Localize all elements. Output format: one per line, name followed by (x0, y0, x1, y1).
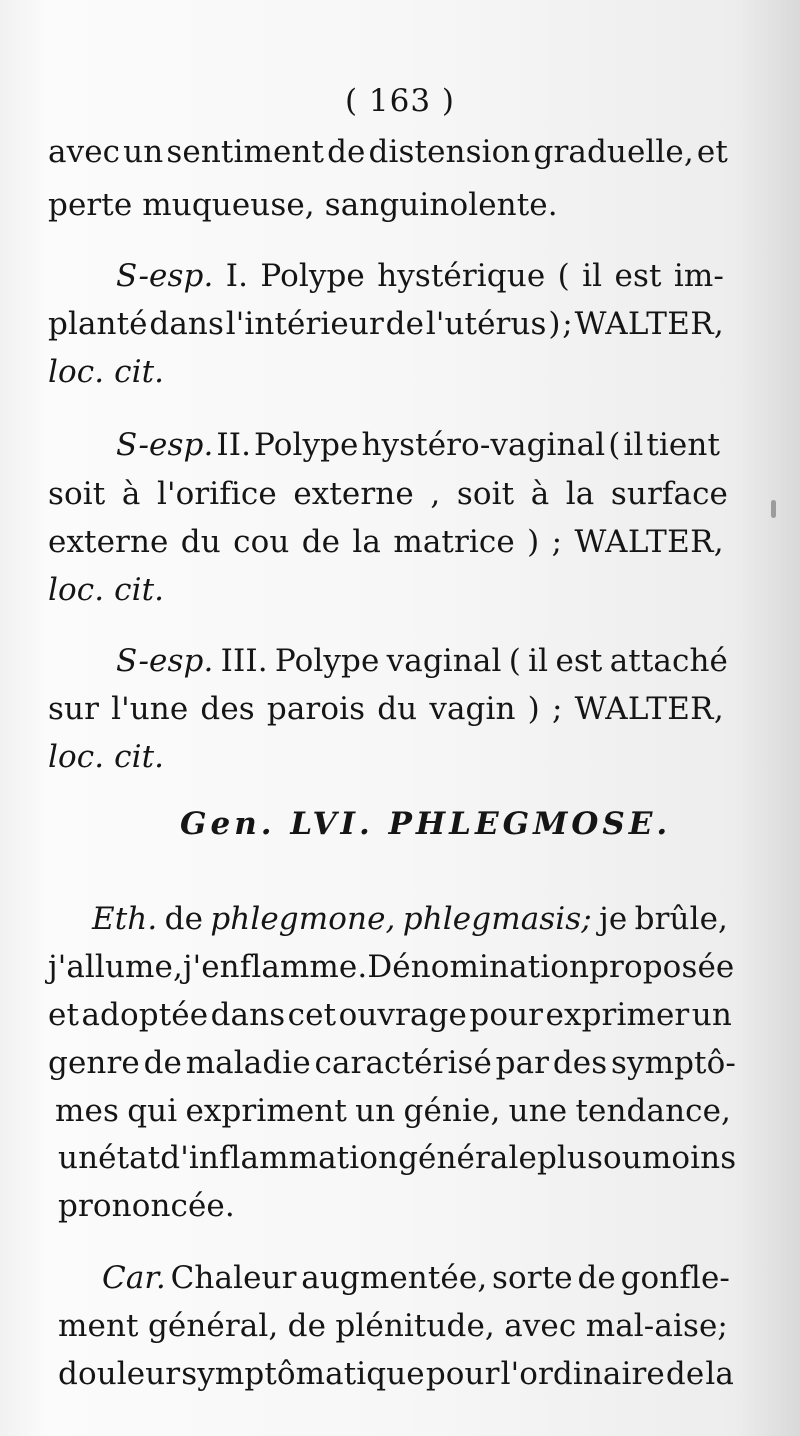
text-line-12: loc. cit. (48, 739, 165, 775)
text-line-18: mes qui expriment un génie, une tendance, (55, 1093, 731, 1129)
text-line-2: perte muqueuse, sanguinolente. (48, 187, 558, 223)
text-line-19: un état d'inflammation générale plus ou moins (58, 1140, 737, 1176)
text-line-16: et adoptée dans cet ouvrage pour exprimer un (48, 997, 732, 1033)
text-line-21: Car. Chaleur augmentée, sorte de gonfle- (102, 1260, 730, 1296)
text-line-5: loc. cit. (48, 354, 165, 390)
text-line-8: externe du cou de la matrice ) ; WALTER, (48, 524, 724, 560)
text-line-22: ment général, de plénitude, avec mal-aise; (58, 1308, 728, 1344)
text-line-10: S-esp. III. Polype vaginal ( il est attaché (116, 643, 728, 679)
text-line-17: genre de maladie caractérisé par des symptô- (48, 1045, 736, 1081)
text-line-7: soit à l'orifice externe , soit à la surface (48, 476, 728, 512)
text-line-14: Eth. de phlegmone, phlegmasis; je brûle, (92, 901, 728, 937)
text-line-6: S-esp. II. Polype hystéro-vaginal ( il tient (116, 427, 720, 463)
page-number: ( 163 ) (344, 83, 456, 119)
text-line-9: loc. cit. (48, 572, 165, 608)
text-line-11: sur l'une des parois du vagin ) ; WALTER, (48, 691, 724, 727)
page-mark (771, 500, 776, 518)
text-line-20: prononcée. (58, 1188, 235, 1224)
text-line-1: avec un sentiment de distension graduelle, et (48, 134, 728, 170)
genus-heading: Gen. LVI. PHLEGMOSE. (180, 806, 672, 842)
text-line-3: S-esp. I. Polype hystérique ( il est im- (116, 258, 724, 294)
text-line-4: planté dans l'intérieur de l'utérus ) ; WALTER, (48, 306, 724, 342)
text-line-23: douleur symptômatique pour l'ordinaire de la (58, 1356, 734, 1392)
text-line-15: j'allume, j'enflamme. Dénomination proposée (48, 949, 735, 985)
